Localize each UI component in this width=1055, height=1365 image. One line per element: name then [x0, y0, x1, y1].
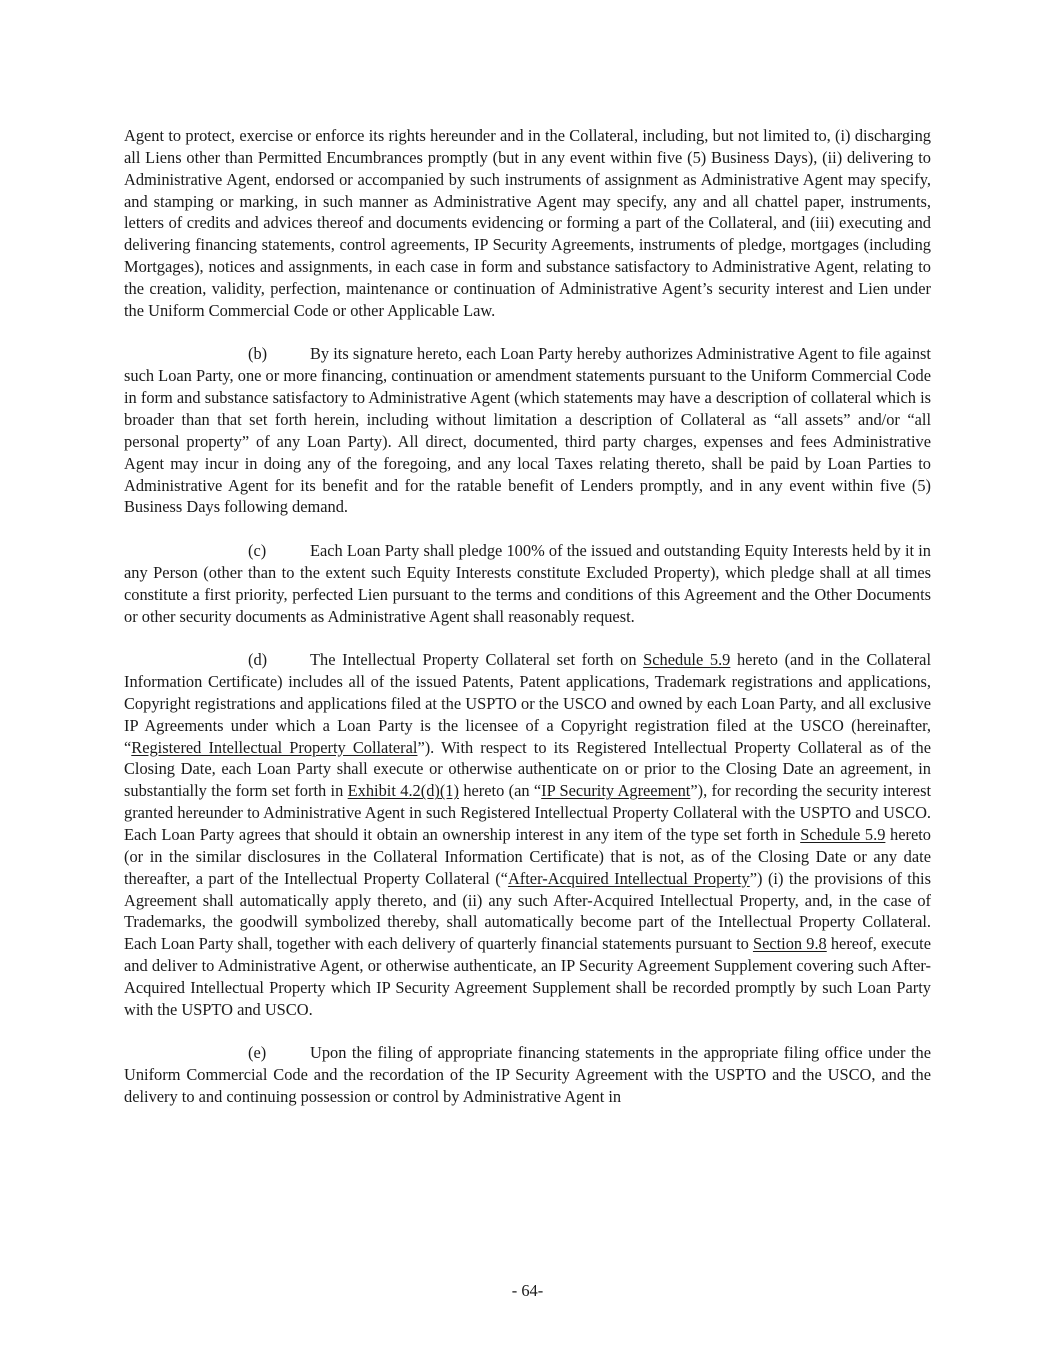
paragraph-text-segment: The Intellectual Property Collateral set forth on	[310, 650, 644, 670]
defined-term: Registered Intellectual Property Collateral	[131, 737, 418, 757]
page-number: - 64-	[511, 1281, 544, 1300]
exhibit-reference: Exhibit 4.2(d)(1)	[347, 781, 459, 801]
paragraph-text-segment: ”), for recording the security interest granted hereunder to Administrative Agent in such Registered Intellectual Property Collateral with the USPTO and USCO. Each Loan Party agrees that should it obtain an ownership interest in any item of the type set forth in	[124, 781, 932, 844]
paragraph-text: Each Loan Party shall pledge 100% of the issued and outstanding Equity Interests held by it in any Person (other than to the extent such Equity Interests constitute Excluded Property), which pledge shall at all times constitute a first priority, perfected Lien pursuant to the terms and conditions of this Agreement and the Other Documents or other security documents as Administrative Agent shall reasonably request.	[124, 541, 931, 626]
paragraph-b	[124, 343, 931, 518]
paragraph-text-segment: hereof, execute and deliver to Administrative Agent, or otherwise authenticate, an IP Security Agreement Supplement covering such After-Acquired Intellectual Property which IP Security Agreement Supplement shall be recorded promptly by such Loan Party with the USPTO and USCO.	[124, 934, 931, 1019]
paragraph-label: (d)	[248, 650, 268, 670]
paragraph-text-segment: ”) (i) the provisions of this Agreement shall automatically apply thereto, and (ii) any such After-Acquired Intellectual Property, and, in the case of Trademarks, the goodwill symbolized thereby, shall automatically become part of the Intellectual Property Collateral. Each Loan Party shall, together with each delivery of quarterly financial statements pursuant to	[124, 868, 931, 954]
paragraph-label: (b)	[248, 344, 268, 364]
paragraph-label: (e)	[248, 1043, 267, 1063]
defined-term: IP Security Agreement	[541, 781, 691, 801]
paragraph-d	[124, 649, 931, 1020]
paragraph-c	[124, 540, 931, 627]
schedule-reference: Schedule 5.9	[800, 825, 886, 844]
paragraph-text: By its signature hereto, each Loan Party hereby authorizes Administrative Agent to file against such Loan Party, one or more financing, continuation or amendment statements pursuant to the Uniform Commercial Code in form and substance satisfactory to Administrative Agent (which statements may have a description of collateral which is broader than that set forth herein, including without limitation a description of Collateral as “all assets” and/or “all personal property” of any Loan Party). All direct, documented, third party charges, expenses and fees Administrative Agent may incur in doing any of the foregoing, and any local Taxes relating thereto, shall be paid by Loan Parties to Administrative Agent for its benefit and for the ratable benefit of Lenders promptly, and in any event within five (5) Business Days following demand.	[124, 344, 931, 517]
paragraph-label: (c)	[248, 541, 267, 561]
defined-term: After-Acquired Intellectual Property	[507, 868, 750, 888]
schedule-reference: Schedule 5.9	[643, 650, 731, 670]
paragraph-text-segment: hereto (and in the Collateral Information Certificate) includes all of the issued Patents, Patent applications, Trademark registrations and applications, Copyright registrations and applications filed at the USPTO or the USCO and owned by each Loan Party, and all exclusive IP Agreements under which a Loan Party is the licensee of a Copyright registration filed at the USCO (hereinafter, “	[124, 650, 931, 757]
paragraph-text-segment: ”). With respect to its Registered Intellectual Property Collateral as of the Closing Date, each Loan Party shall execute or otherwise authenticate on or prior to the Closing Date an agreement, in substantially the form set forth in	[124, 737, 931, 801]
paragraph-text: Upon the filing of appropriate financing statements in the appropriate filing office under the Uniform Commercial Code and the recordation of the IP Security Agreement with the USPTO and the USCO, and the delivery to and continuing possession or control by Administrative Agent in	[124, 1043, 931, 1107]
document-body	[124, 125, 931, 1108]
section-reference: Section 9.8	[752, 934, 827, 954]
paragraph-e	[124, 1042, 931, 1108]
paragraph-continuation: Agent to protect, exercise or enforce its rights hereunder and in the Collateral, including, but not limited to, (i) discharging all Liens other than Permitted Encumbrances promptly (but in any event within five (5) Business Days), (ii) delivering to Administrative Agent, endorsed or accompanied by such instruments of assignment as Administrative Agent may specify, and stamping or marking, in such manner as Administrative Agent may specify, any and all chattel paper, instruments, letters of credits and advices thereof and documents evidencing or forming a part of the Collateral, and (iii) executing and delivering financing statements, control agreements, IP Security Agreements, instruments of pledge, mortgages (including Mortgages), notices and assignments, in each case in form and substance satisfactory to Administrative Agent, relating to the creation, validity, perfection, maintenance or continuation of Administrative Agent’s security interest and Lien under the Uniform Commercial Code or other Applicable Law.	[124, 126, 931, 320]
paragraph-text-segment: hereto (or in the similar disclosures in the Collateral Information Certificate) that is not, as of the Closing Date or any date thereafter, a part of the Intellectual Property Collateral (“	[124, 825, 931, 888]
paragraph-text-segment: hereto (an “	[458, 781, 542, 801]
